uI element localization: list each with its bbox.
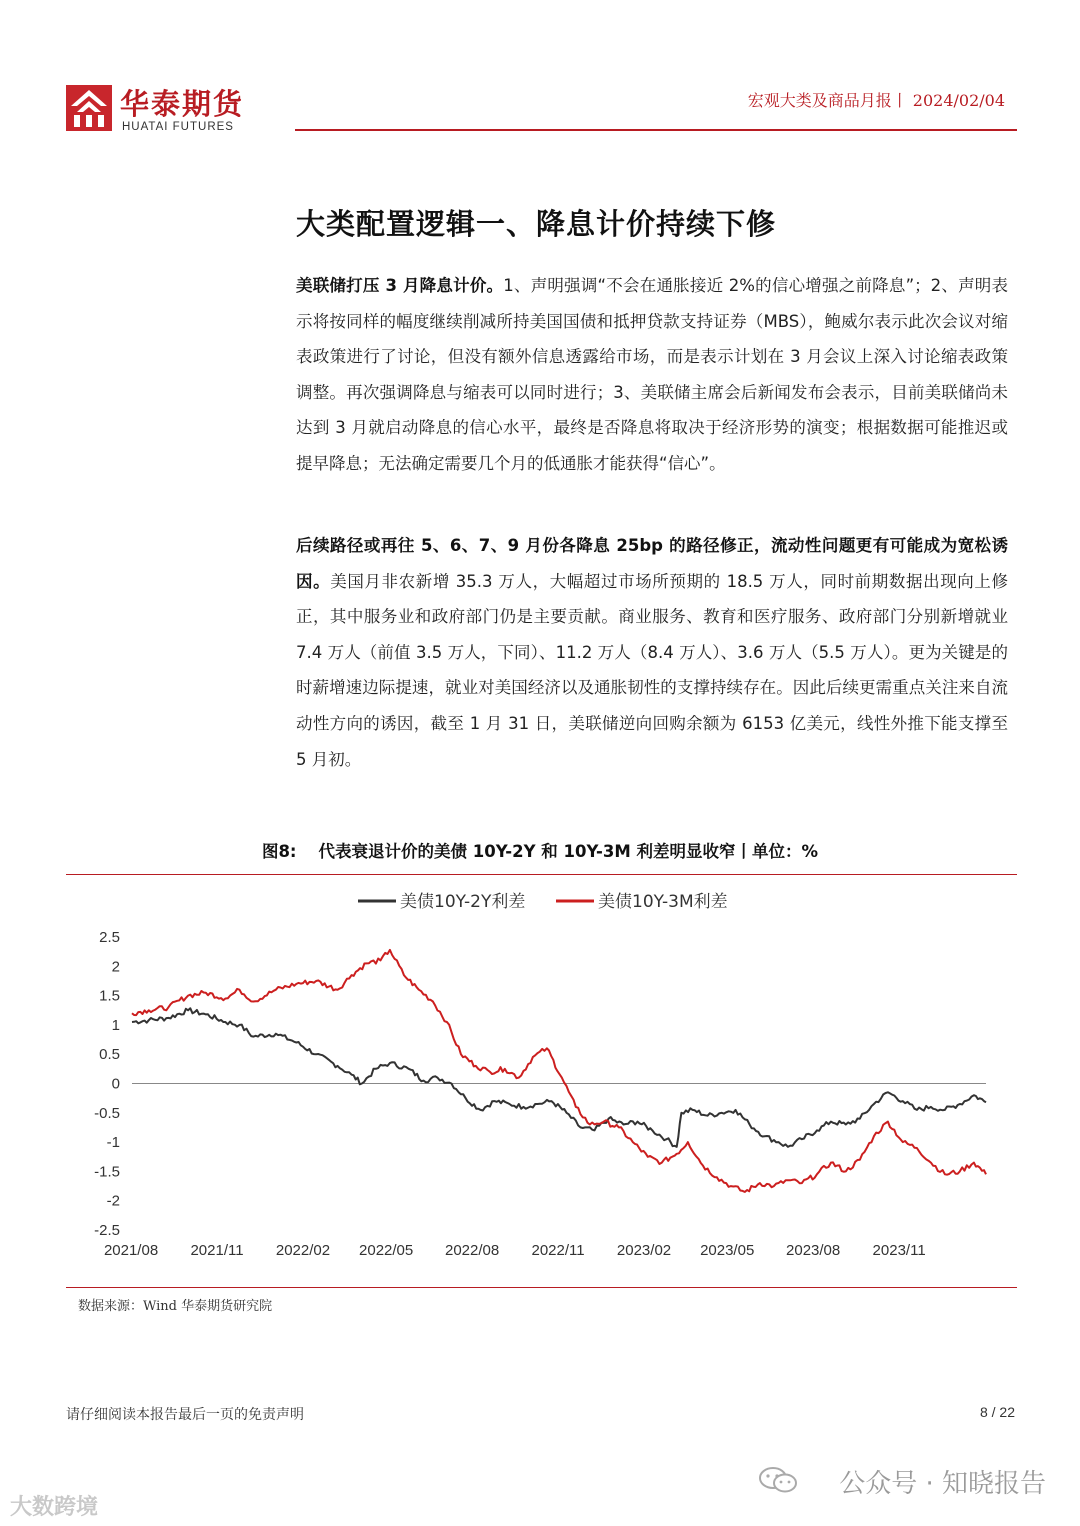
paragraph-2-lead: 后续路径或再往 5、6、7、9 月份各降息 25bp 的路径修正，流动性问题更有可能成为宽松诱因。 xyxy=(296,536,1008,591)
y-tick-label: -1 xyxy=(106,1134,120,1152)
watermark-left: 大数跨境 xyxy=(10,1495,99,1520)
wechat-icon xyxy=(758,1466,798,1494)
series-line-1 xyxy=(132,1008,986,1147)
watermark-wechat-account: 公众号 · 知晓报告 xyxy=(839,1469,1046,1499)
paragraph-2-body: 美国月非农新增 35.3 万人，大幅超过市场所预期的 18.5 万人，同时前期数据出现向上修正，其中服务业和政府部门仍是主要贡献。商业服务、教育和医疗服务、政府部门分别新增就业 7.4 万人（前值 3.5 万人，下同）、11.2 万人（8.4 万人）、3.6 万人（5.5 万人）。更为关键是的时薪增速边际提速，就业对美国经济以及通胀韧性的支撑持续存在。因此后续更需重点关注来自流动性方向的诱因，截至 1 月 31 日，美联储逆向回购余额为 6153 亿美元，线性外推下能支撑至 5 月初。 xyxy=(296,571,1008,769)
paragraph-1 xyxy=(296,268,1008,482)
chart-legend xyxy=(358,892,728,912)
data-source: 数据来源：Wind 华泰期货研究院 xyxy=(78,1299,273,1314)
y-tick-label: 0 xyxy=(111,1075,120,1093)
x-tick-label: 2022/08 xyxy=(444,1242,500,1259)
spread-line-chart xyxy=(66,880,1016,1280)
logo-english-name: HUATAI FUTURES xyxy=(122,121,234,133)
y-tick-label: 0.5 xyxy=(99,1046,120,1064)
report-info: 宏观大类及商品月报丨 2024/02/04 xyxy=(747,91,1005,110)
page-number: 8 / 22 xyxy=(979,1404,1015,1420)
series-line-2 xyxy=(132,950,986,1192)
logo-chinese-name: 华泰期货 xyxy=(120,87,245,121)
paragraph-2 xyxy=(296,528,1008,777)
figure-caption: 代表衰退计价的美债 10Y-2Y 和 10Y-3M 利差明显收窄丨单位：% xyxy=(318,842,819,861)
x-tick-label: 2022/05 xyxy=(359,1242,414,1259)
x-tick-label: 2022/02 xyxy=(275,1242,331,1259)
y-tick-label: -2 xyxy=(106,1192,120,1210)
figure-top-rule xyxy=(66,874,1017,875)
y-tick-label: 2.5 xyxy=(99,929,120,946)
y-axis xyxy=(94,929,986,1239)
x-tick-label: 2021/11 xyxy=(190,1242,244,1259)
y-tick-label: -2.5 xyxy=(94,1222,120,1239)
x-axis xyxy=(104,1242,926,1259)
legend-label-1: 美债10Y-2Y利差 xyxy=(400,892,526,912)
header-divider xyxy=(295,129,1017,131)
x-tick-label: 2023/11 xyxy=(872,1242,926,1259)
figure-bottom-rule xyxy=(66,1287,1017,1288)
y-tick-label: 1 xyxy=(111,1016,120,1034)
figure-label: 图8: xyxy=(261,842,297,861)
x-tick-label: 2023/02 xyxy=(616,1242,672,1259)
disclaimer-note: 请仔细阅读本报告最后一页的免责声明 xyxy=(66,1407,304,1423)
legend-label-2: 美债10Y-3M利差 xyxy=(598,892,728,912)
chart-series xyxy=(132,950,986,1192)
x-tick-label: 2023/05 xyxy=(700,1242,755,1259)
y-tick-label: 2 xyxy=(111,958,120,976)
paragraph-1-lead: 美联储打压 3 月降息计价。 xyxy=(296,276,504,295)
y-tick-label: -1.5 xyxy=(94,1163,120,1181)
section-title: 大类配置逻辑一、降息计价持续下修 xyxy=(296,207,777,241)
y-tick-label: 1.5 xyxy=(99,987,120,1005)
x-tick-label: 2023/08 xyxy=(786,1242,841,1259)
paragraph-1-body: 1、声明强调“不会在通胀接近 2%的信心增强之前降息”；2、声明表示将按同样的幅度继续削减所持美国国债和抵押贷款支持证券（MBS），鲍威尔表示此次会议对缩表政策进行了讨论，但没有额外信息透露给市场，而是表示计划在 3 月会议上深入讨论缩表政策调整。再次强调降息与缩表可以同时进行；3、美联储主席会后新闻发布会表示，目前美联储尚未达到 3 月就启动降息的信心水平，最终是否降息将取决于经济形势的演变；根据数据可能推迟或提早降息；无法确定需要几个月的低通胀才能获得“信心”。 xyxy=(296,276,1008,473)
huatai-logo-icon xyxy=(66,85,112,131)
y-tick-label: -0.5 xyxy=(94,1104,120,1122)
x-tick-label: 2021/08 xyxy=(103,1242,159,1259)
figure-title xyxy=(0,838,1080,862)
x-tick-label: 2022/11 xyxy=(531,1242,585,1259)
